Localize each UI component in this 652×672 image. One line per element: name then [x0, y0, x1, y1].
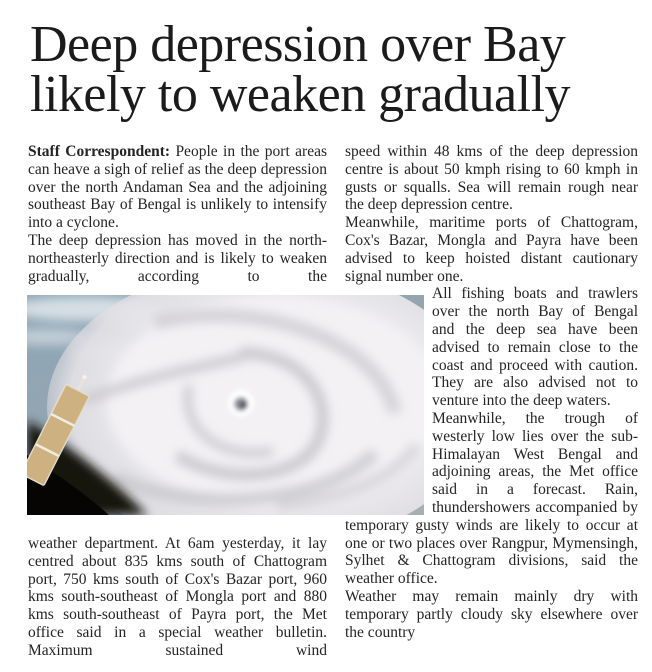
- paragraph-fishing-boats-text: All fishing boats and trawlers over the north Bay of Bengal and the deep sea have been advised to remain close to the coast and proceed with caution. They are also advised not to venture into the deep waters.: [432, 285, 638, 410]
- paragraph-forecast: Meanwhile, the trough of westerly low lies over the sub-Himalayan West Bengal and adjoining areas, the Met office said in a forecast. Rain, thundershowers accompanied by temporary gusty winds are likely to occur at one or two places over Rangpur, Mymensingh, Sylhet & Chattogram divisions, said the weather office.: [345, 409, 638, 588]
- photo-wrap-spacer: [345, 285, 432, 515]
- headline-line-2: likely to weaken gradually: [30, 66, 571, 123]
- byline: Staff Correspondent:: [28, 143, 171, 160]
- lead-paragraph: [28, 143, 327, 232]
- paragraph-fishing-boats: [345, 285, 638, 410]
- paragraph-weather-outlook: Weather may remain mainly dry with temporary partly cloudy sky elsewhere over the country: [345, 587, 638, 641]
- paragraph-position-details: weather department. At 6am yesterday, it lay centred about 835 kms south of Chattogram port, 750 kms south of Cox's Bazar port, 960 kms south-southeast of Mongla port and 880 kms south-southeast of Payra port, the Met office said in a special weather bulletin. Maximum sustained wind: [28, 535, 327, 659]
- left-column-bottom: [28, 535, 327, 660]
- headline: [30, 16, 571, 123]
- left-column-top: [28, 143, 327, 285]
- headline-line-1: Deep depression over Bay: [30, 16, 566, 73]
- storm-eye: [228, 390, 254, 416]
- lead-paragraph-text: People in the port areas can heave a sigh of relief as the deep depression over the north Andaman Sea and the adjoining southeast Bay of Bengal is unlikely to intensify into a cyclone.: [28, 143, 328, 232]
- paragraph-movement: The deep depression has moved in the north-northeasterly direction and is likely to weaken gradually, according to the: [28, 231, 327, 285]
- paragraph-port-warning: Meanwhile, maritime ports of Chattogram, Cox's Bazar, Mongla and Payra have been advised to keep hoisted distant cautionary signal number one.: [345, 214, 638, 285]
- paragraph-wind-speed: speed within 48 kms of the deep depression centre is about 50 kmph rising to 60 kmph in gusts or squalls. Sea will remain rough near the deep depression centre.: [345, 143, 638, 214]
- right-column: [345, 143, 638, 641]
